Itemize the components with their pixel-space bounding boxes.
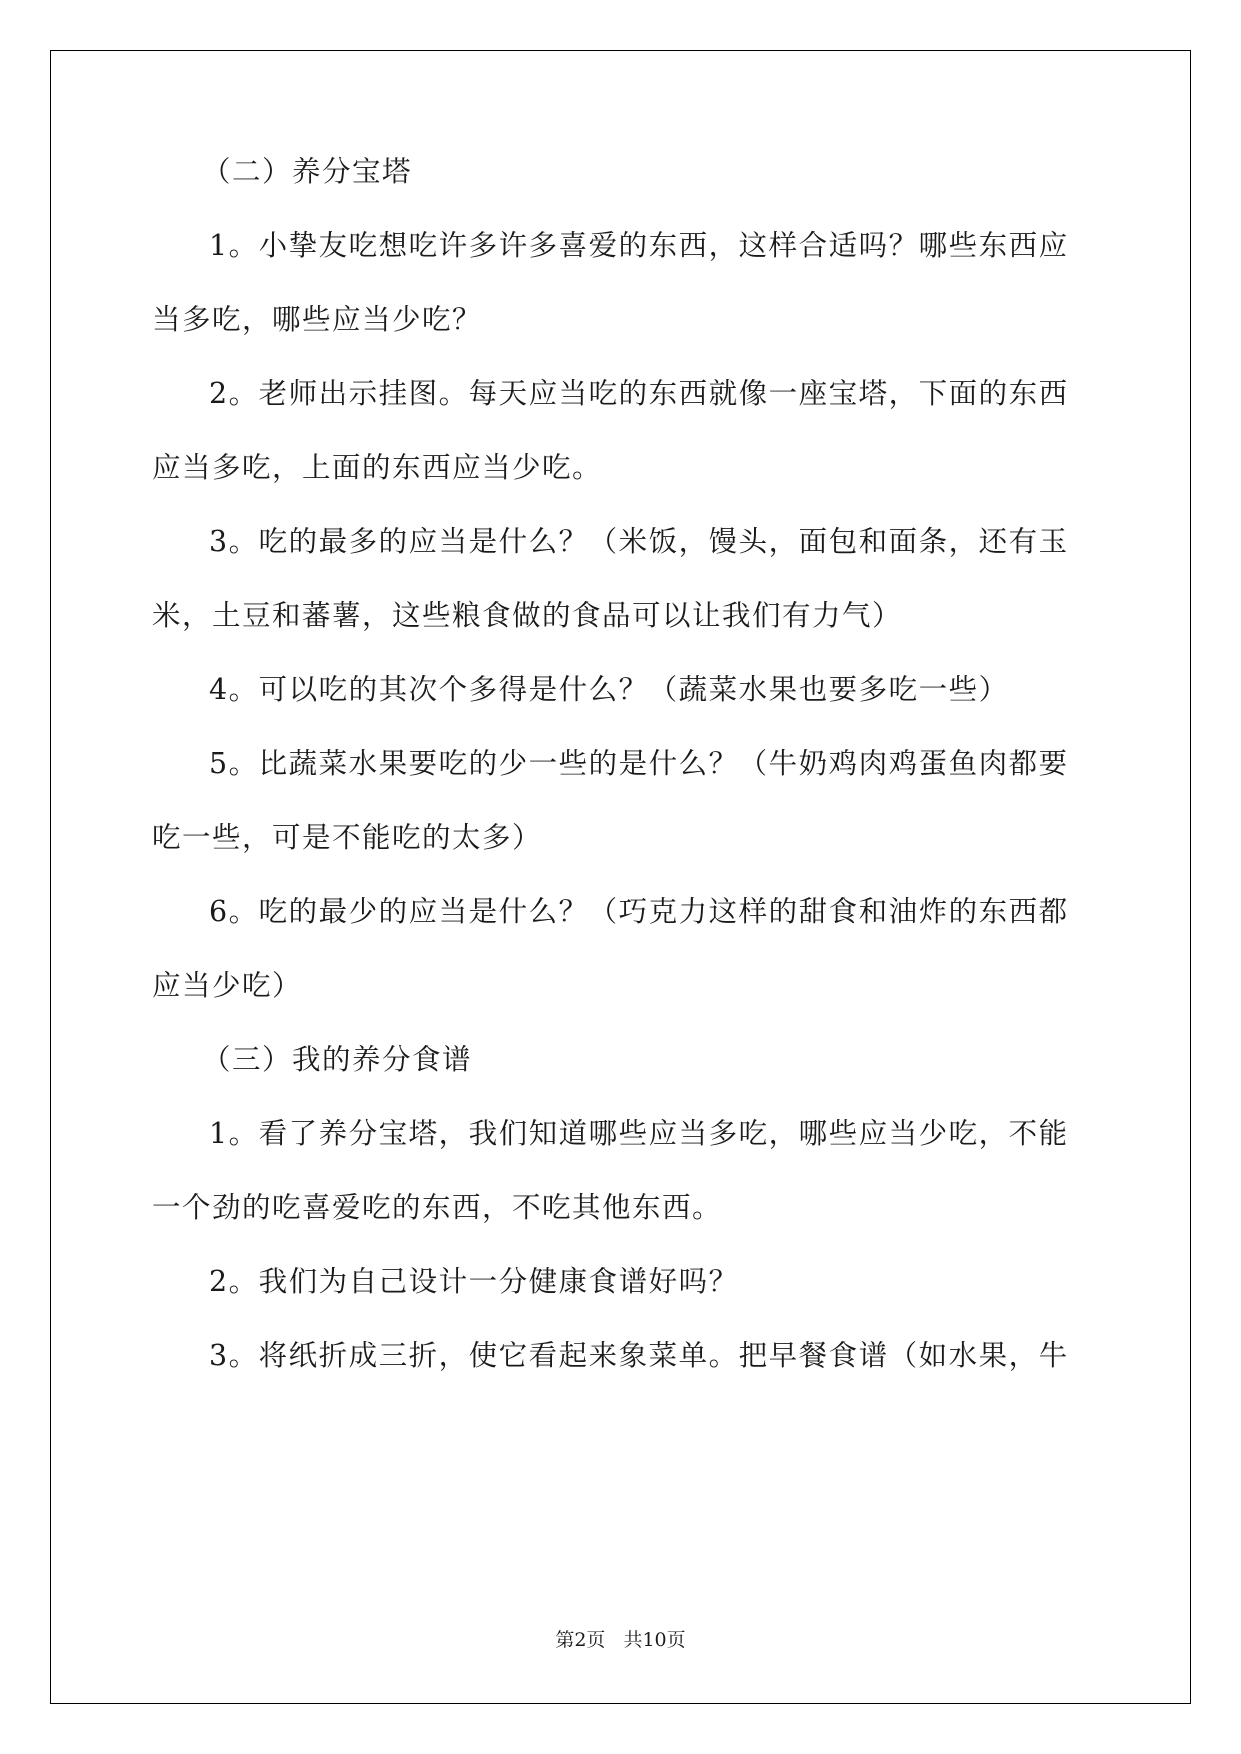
section-heading-3: （三）我的养分食谱 <box>202 1043 473 1076</box>
total-pages: 共10页 <box>623 1629 686 1651</box>
paragraph-line: 应当多吃，上面的东西应当少吃。 <box>152 451 603 484</box>
paragraph-line: 当多吃，哪些应当少吃？ <box>152 303 483 336</box>
page-footer <box>0 1625 1241 1652</box>
section-heading-2: （二）养分宝塔 <box>202 155 413 188</box>
paragraph-line: 2。老师出示挂图。每天应当吃的东西就像一座宝塔，下面的东西 <box>209 377 1069 410</box>
page-number: 第2页 <box>555 1629 606 1651</box>
paragraph-line: 5。比蔬菜水果要吃的少一些的是什么？（牛奶鸡肉鸡蛋鱼肉都要 <box>209 747 1069 780</box>
paragraph-line: 3。将纸折成三折，使它看起来象菜单。把早餐食谱（如水果，牛 <box>209 1339 1069 1372</box>
paragraph-line: 4。可以吃的其次个多得是什么？（蔬菜水果也要多吃一些） <box>209 673 1009 706</box>
paragraph-line: 3。吃的最多的应当是什么？（米饭，馒头，面包和面条，还有玉 <box>209 525 1069 558</box>
paragraph-line: 2。我们为自己设计一分健康食谱好吗？ <box>209 1265 739 1298</box>
paragraph-line: 米，土豆和蕃薯，这些粮食做的食品可以让我们有力气） <box>152 599 903 632</box>
paragraph-line: 6。吃的最少的应当是什么？（巧克力这样的甜食和油炸的东西都 <box>209 895 1069 928</box>
paragraph-line: 1。小挚友吃想吃许多许多喜爱的东西，这样合适吗？哪些东西应 <box>209 229 1069 262</box>
paragraph-line: 应当少吃） <box>152 969 303 1002</box>
paragraph-line: 1。看了养分宝塔，我们知道哪些应当多吃，哪些应当少吃，不能 <box>209 1117 1069 1150</box>
paragraph-line: 一个劲的吃喜爱吃的东西，不吃其他东西。 <box>152 1191 723 1224</box>
paragraph-line: 吃一些，可是不能吃的太多） <box>152 821 543 854</box>
